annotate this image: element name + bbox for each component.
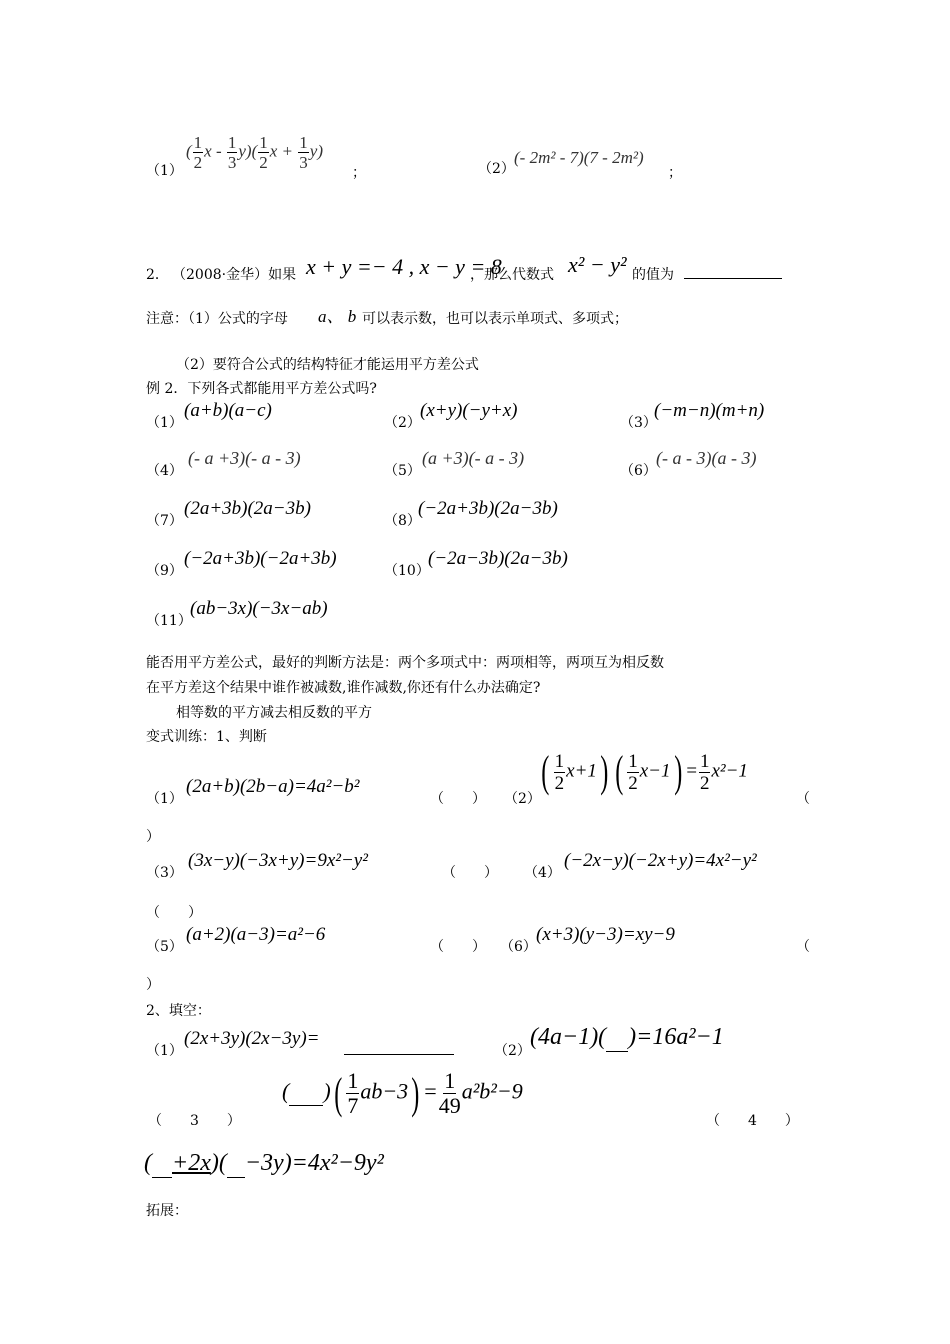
q1-part1-expression: ( $\frac{1}{2}$ x - $\frac{1}{3}$ y)( $\frac{1}{2}$ x + $\frac{1}{3}$ y) — [186, 133, 324, 172]
variant-item-expression: (a+2)(a−3)=a²−6 — [186, 924, 326, 945]
variant-answer-bracket[interactable]: （ ） — [430, 939, 486, 955]
variant-title: 变式训练：1、判断 — [146, 729, 267, 745]
q2-number: 2． — [146, 267, 169, 283]
fill-item1-label: （1） — [146, 1043, 183, 1059]
example2-item-expression: (−2a−3b)(2a−3b) — [428, 548, 568, 569]
fill-item4-expr-b: +2x — [172, 1150, 211, 1176]
fill-item2-expression — [530, 1024, 724, 1052]
fill-item4-expr-c: )( — [210, 1150, 227, 1176]
variant-item-expression: (x+3)(y−3)=xy−9 — [536, 924, 675, 945]
fill-item2-blank[interactable] — [606, 1024, 628, 1052]
example2-item-expression: (−2a+3b)(−2a+3b) — [184, 548, 337, 569]
method-line2: 在平方差这个结果中谁作被减数,谁作减数,你还有什么办法确定? — [146, 680, 541, 696]
example2-item-label: （8） — [384, 513, 421, 529]
variant-answer-bracket[interactable]: （ ） — [442, 865, 498, 881]
method-line3: 相等数的平方减去相反数的平方 — [176, 705, 372, 721]
example2-item-expression: (ab−3x)(−3x−ab) — [190, 598, 328, 619]
example2-item-label: （1） — [146, 415, 183, 431]
q1-part2-expression: (- 2m² - 7)(7 - 2m²) — [514, 148, 644, 167]
fill-item4-expr-a: ( — [144, 1150, 152, 1176]
example2-item-expression: (x+y)(−y+x) — [420, 400, 518, 421]
extend-heading: 拓展： — [146, 1203, 188, 1219]
variant-answer-bracket[interactable]: （ ） — [146, 905, 202, 921]
fill-item4-expression — [144, 1150, 384, 1178]
note-variables: a、 b — [318, 307, 357, 326]
q2-answer-blank[interactable] — [684, 262, 782, 279]
fill-item4-expr-d: −3y)=4x²−9y² — [244, 1150, 384, 1176]
example2-item-expression: (- a - 3)(a - 3) — [656, 448, 757, 468]
variant-item-expression: (3x−y)(−3x+y)=9x²−y² — [188, 850, 368, 871]
variant-answer-bracket[interactable]: （ ） — [430, 791, 486, 807]
note-line2: （2）要符合公式的结构特征才能运用平方差公式 — [176, 357, 479, 373]
example2-item-label: （7） — [146, 513, 183, 529]
variant-item2-expression: ( $\frac{1}{2}$ x+1) ( $\frac{1}{2}$ x−1) = $\frac{1}{2}$ x²−1 — [541, 747, 748, 796]
variant-item-label: （2） — [504, 791, 541, 807]
variant-item-label: （6） — [500, 939, 537, 955]
q1-part2-label: （2） — [478, 161, 515, 177]
example2-item-label: （10） — [384, 563, 430, 579]
variant-answer-open: （ — [796, 939, 810, 955]
variant-answer-open: （ — [796, 791, 810, 807]
fill-title: 2、填空： — [146, 1003, 211, 1019]
example2-item-label: （9） — [146, 563, 183, 579]
q2-expression: x² − y² — [568, 252, 627, 277]
example2-item-expression: (a +3)(- a - 3) — [422, 448, 525, 468]
note-line1-prefix: 注意：（1）公式的字母 — [146, 311, 288, 327]
fill-item3-expression: ( )( $\frac{1}{7}$ ab−3) = $\frac{1}{49}$ a²b²−9 — [282, 1068, 523, 1118]
fill-item2-expr-a: (4a−1)( — [530, 1024, 607, 1050]
fill-item3-blank[interactable] — [289, 1079, 323, 1106]
fill-item4-blank-2[interactable] — [227, 1150, 245, 1178]
example2-item-expression: (−m−n)(m+n) — [654, 400, 765, 421]
variant-item-label: （4） — [524, 865, 561, 881]
example2-item-expression: (2a+3b)(2a−3b) — [184, 498, 311, 519]
fill-item2-expr-b: )=16a²−1 — [628, 1024, 724, 1050]
fill-item4-blank-1[interactable] — [152, 1150, 172, 1178]
q2-condition: x + y =− 4 , x − y = 8 — [306, 254, 502, 279]
variant-item-label: （5） — [146, 939, 183, 955]
example2-item-label: （2） — [384, 415, 421, 431]
q2-mid: ，那么代数式 — [470, 267, 554, 283]
method-line1: 能否用平方差公式，最好的判断方法是：两个多项式中：两项相等，两项互为相反数 — [146, 655, 664, 671]
variant-answer-close: ） — [146, 829, 160, 845]
example2-title: 例 2．下列各式都能用平方差公式吗? — [146, 381, 377, 397]
example2-item-label: （4） — [146, 463, 183, 479]
variant-item-expression: (2a+b)(2b−a)=4a²−b² — [186, 776, 360, 797]
variant-answer-close: ） — [146, 977, 160, 993]
fill-item3-label: （ 3 ） — [148, 1113, 241, 1129]
fill-item2-label: （2） — [494, 1043, 531, 1059]
fill-item3-rhs: a²b²−9 — [461, 1078, 523, 1104]
example2-item-label: （11） — [146, 613, 192, 629]
example2-item-label: （6） — [620, 463, 657, 479]
q1-part2-tail: ； — [668, 165, 682, 181]
q1-part1-tail: ； — [352, 165, 366, 181]
variant-item-expression: (−2x−y)(−2x+y)=4x²−y² — [564, 850, 757, 871]
example2-item-expression: (a+b)(a−c) — [184, 400, 272, 421]
q1-part1-label: （1） — [146, 163, 183, 179]
q2-tail: 的值为 — [632, 267, 674, 283]
example2-item-label: （3） — [620, 415, 657, 431]
q2-source: （2008·金华）如果 — [172, 267, 297, 283]
fill-item1-expression: (2x+3y)(2x−3y)= — [184, 1028, 320, 1049]
fill-item4-label: （ 4 ） — [706, 1113, 799, 1129]
note-line1-suffix: 可以表示数，也可以表示单项式、多项式； — [362, 311, 628, 327]
example2-item-expression: (−2a+3b)(2a−3b) — [418, 498, 558, 519]
example2-item-expression: (- a +3)(- a - 3) — [188, 448, 301, 468]
variant-item-label: （3） — [146, 865, 183, 881]
fill-item1-blank[interactable] — [344, 1038, 454, 1055]
variant-item-label: （1） — [146, 791, 183, 807]
example2-item-label: （5） — [384, 463, 421, 479]
